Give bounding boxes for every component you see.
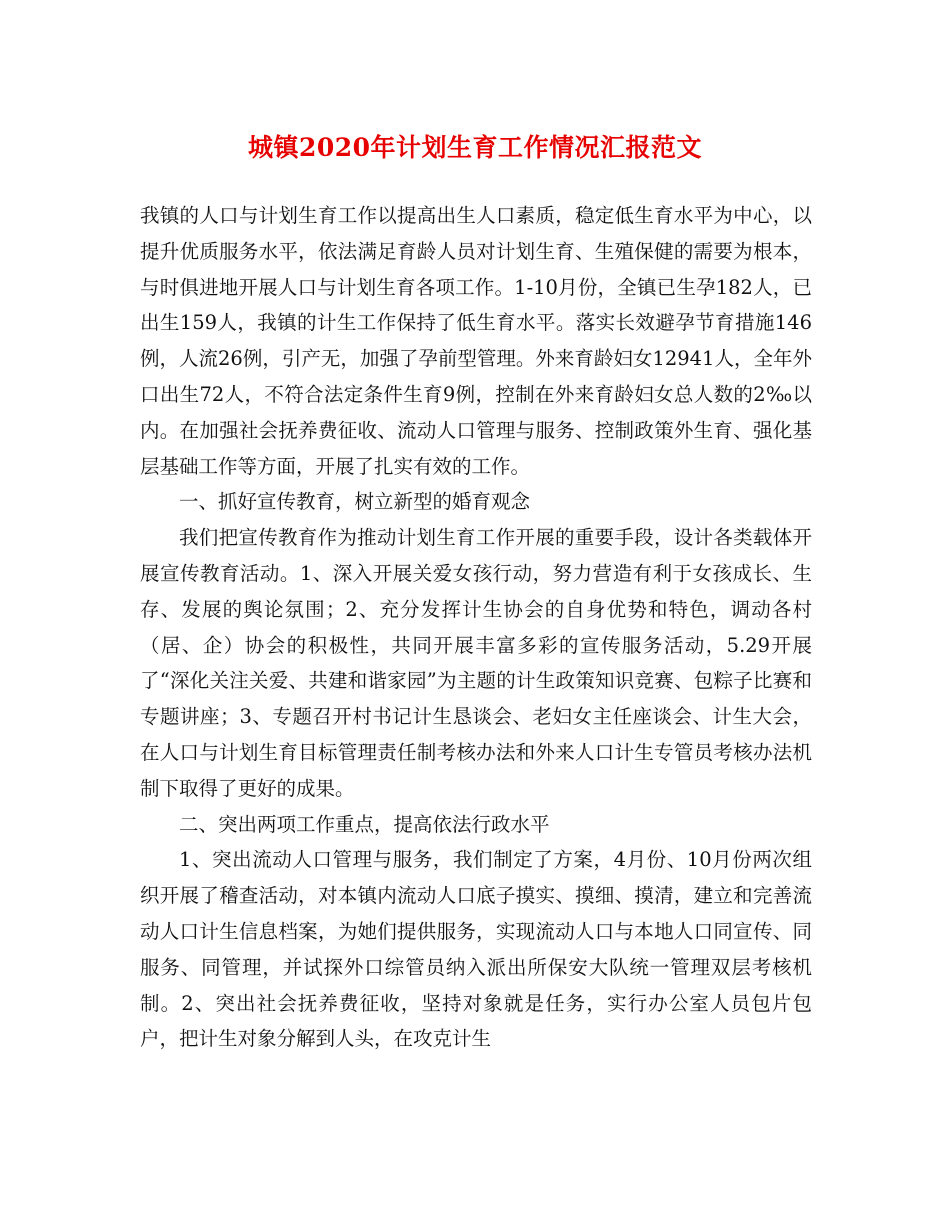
paragraph-intro: 我镇的人口与计划生育工作以提高出生人口素质，稳定低生育水平为中心，以提升优质服务水平，依法满足育龄人员对计划生育、生殖保健的需要为根本，与时俱进地开展人口与计划生育各项工作。1-10月份，全镇已生孕182人，已出生159人，我镇的计生工作保持了低生育水平。落实长效避孕节育措施146例，人流26例，引产无，加强了孕前型管理。外来育龄妇女12941人，全年外口出生72人，不符合法定条件生育9例，控制在外来育龄妇女总人数的2‰以内。在加强社会抚养费征收、流动人口管理与服务、控制政策外生育、强化基层基础工作等方面，开展了扎实有效的工作。: [140, 204, 812, 478]
document-title: 城镇2020年计划生育工作情况汇报范文: [247, 133, 703, 162]
paragraph-section-1: 我们把宣传教育作为推动计划生育工作开展的重要手段，设计各类载体开展宣传教育活动。1、深入开展关爱女孩行动，努力营造有利于女孩成长、生存、发展的舆论氛围；2、充分发挥计生协会的自身优势和特色，调动各村（居、企）协会的积极性，共同开展丰富多彩的宣传服务活动，5.29开展了“深化关注关爱、共建和谐家园”为主题的计生政策知识竞赛、包粽子比赛和专题讲座；3、专题召开村书记计生恳谈会、老妇女主任座谈会、计生大会，在人口与计划生育目标管理责任制考核办法和外来人口计生专管员考核办法机制下取得了更好的成果。: [140, 526, 812, 800]
section-heading-1: 一、抓好宣传教育，树立新型的婚育观念: [179, 490, 531, 514]
section-heading-2: 二、突出两项工作重点，提高依法行政水平: [179, 812, 550, 836]
document-body: [140, 198, 812, 1057]
paragraph-section-2: 1、突出流动人口管理与服务，我们制定了方案，4月份、10月份两次组织开展了稽查活动，对本镇内流动人口底子摸实、摸细、摸清，建立和完善流动人口计生信息档案，为她们提供服务，实现流动人口与本地人口同宣传、同服务、同管理，并试探外口综管员纳入派出所保安大队统一管理双层考核机制。2、突出社会抚养费征收，坚持对象就是任务，实行办公室人员包片包户，把计生对象分解到人头，在攻克计生: [140, 848, 812, 1051]
